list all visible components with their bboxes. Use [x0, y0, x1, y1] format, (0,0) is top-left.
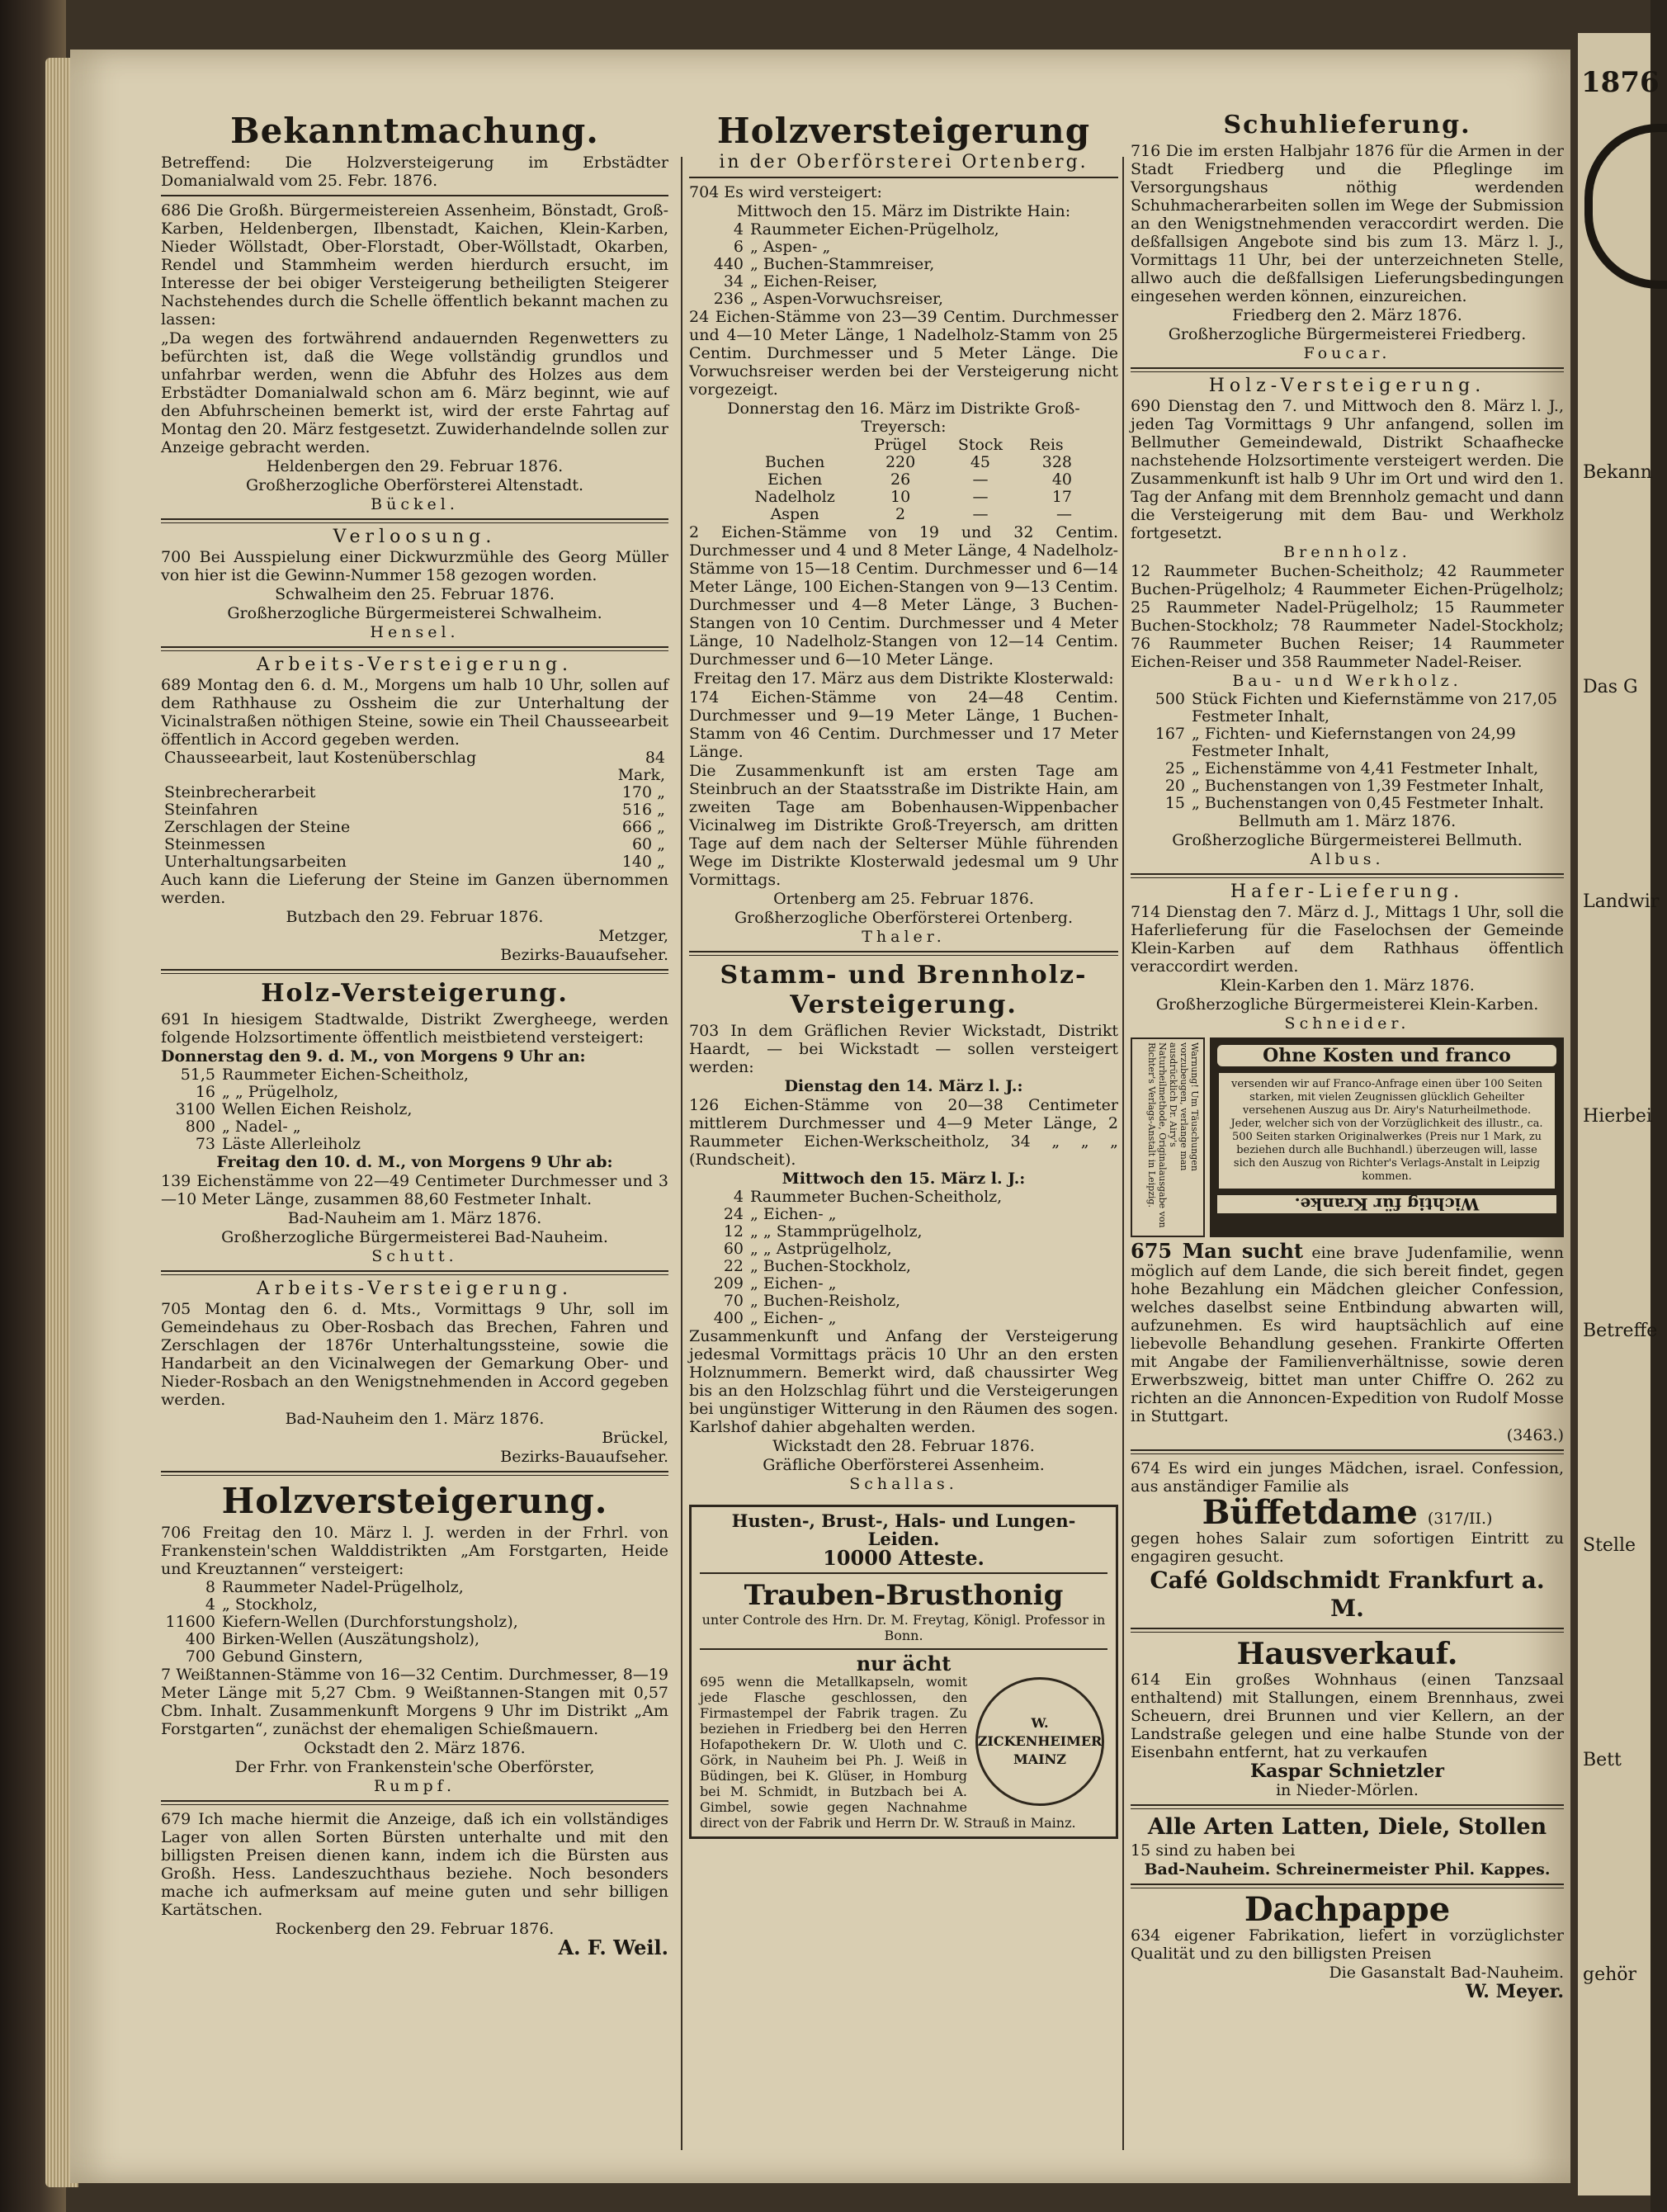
notice-authority: Großherzogliche Bürgermeisterei Bellmuth.: [1172, 831, 1523, 849]
table-cell: „ Eichen- „: [750, 1205, 837, 1223]
ad-heading: Ohne Kosten und franco: [1217, 1045, 1556, 1066]
table-cell: „ Eichen- „: [750, 1274, 837, 1293]
adjacent-page-fragment: [1578, 33, 1660, 2195]
table-cell: 40: [1051, 470, 1072, 489]
ad-heading: Husten-, Brust-, Hals- und Lungen-Leiden.: [731, 1510, 1076, 1549]
table-cell: 15: [1164, 794, 1185, 812]
table-cell: „ Aspen-Vorwuchsreiser,: [750, 290, 944, 308]
wood-table: [689, 221, 1118, 308]
table-cell: 51,5: [180, 1066, 215, 1084]
column-2: [689, 107, 1118, 2158]
ad-title: Alle Arten Latten, Diele, Stollen: [1147, 1814, 1547, 1840]
table-cell: 500: [1155, 690, 1185, 708]
fragment-text: Hierbei: [1583, 1106, 1652, 1127]
notice-signature: Brückel,: [602, 1429, 668, 1447]
notice-date: Heldenbergen den 29. Februar 1876.: [266, 457, 564, 475]
notice-intro: 704 Es wird versteigert:: [689, 183, 882, 201]
ad-body: 634 eigener Fabrikation, liefert in vorzüglichster Qualität und zu den billigsten Preisen: [1131, 1926, 1564, 1963]
notice-title: Holz-Versteigerung.: [261, 979, 569, 1008]
table-row: [1131, 691, 1564, 726]
divider: [161, 518, 668, 523]
table-cell: —: [972, 505, 989, 523]
divider: [161, 646, 668, 651]
fragment-text: Stelle: [1583, 1535, 1636, 1556]
notice-body: 2 Eichen-Stämme von 19 und 32 Centim. Durchmesser und 4 und 8 Meter Länge, 4 Nadelholz-Stämme von 15—18 Centim. Durchmesser und 6—14 Meter Länge, 100 Eichen-Stangen von 9—13 Centim. Durchmesser und 4—8 Meter Länge, 3 Buchen-Stangen von 10 Centim. Durchmesser und 4 Meter Länge, 10 Nadelholz-Stangen von 12—14 Centim. Durchmesser und 6—10 Meter Länge.: [689, 523, 1118, 669]
table-cell: 400: [713, 1309, 744, 1327]
table-cell: 11600: [165, 1613, 215, 1631]
notice-body: 705 Montag den 6. d. Mts., Vormittags 9 Uhr, soll im Gemeindehaus zu Ober-Rosbach das Brechen, Fahren und Zerschlagen der 1876r Unterhaltungssteine, sowie die Handarbeit an den Vicinalwegen der Gemarkung Ober- und Nieder-Rosbach an den Wenigstnehmenden in Accord gegeben werden.: [161, 1300, 668, 1409]
ad-body: 15 sind zu haben bei: [1131, 1841, 1296, 1860]
notice-signature: Bückel.: [371, 495, 459, 513]
fragment-text: Betreffe: [1583, 1321, 1658, 1341]
table-cell: 45: [970, 453, 991, 471]
table-cell: 16: [195, 1083, 215, 1101]
notice-body: 686 Die Großh. Bürgermeistereien Assenheim, Bönstadt, Groß-Karben, Heldenbergen, Ilbenstadt, Kaichen, Klein-Karben, Nieder Wöllstadt, Ober-Florstadt, Ober-Wöllstadt, Okarben, Rendel und Stammheim werden hierdurch ersucht, im Interesse der bei obiger Versteigerung betheiligten Steigerer Nachstehendes durch die Schelle öffentlich bekannt machen zu lassen:: [161, 201, 668, 328]
table-row: [1131, 760, 1564, 778]
notice-signature: Schneider.: [1284, 1014, 1410, 1033]
notice-signature: Hensel.: [370, 623, 460, 641]
table-cell: Unterhaltungsarbeiten: [164, 853, 347, 871]
notice-title: Holzversteigerung.: [221, 1481, 608, 1521]
table-cell: 700: [185, 1647, 215, 1666]
table-cell: 17: [1051, 488, 1072, 506]
table-cell: 26: [890, 470, 911, 489]
column-1: [161, 107, 668, 2158]
table-cell: Aspen: [770, 505, 819, 523]
table-row: [689, 291, 1118, 308]
divider: [161, 1270, 668, 1275]
auction-day: Mittwoch den 15. März im Distrikte Hain:: [736, 202, 1071, 220]
table-row: [161, 1136, 668, 1153]
notice-title: Schuhlieferung.: [1223, 111, 1471, 139]
table-cell: 60 „: [631, 835, 665, 853]
table-cell: 800: [185, 1118, 215, 1136]
table-cell: Buchen: [764, 453, 825, 471]
table-cell: Zerschlagen der Steine: [164, 818, 351, 836]
divider: [161, 969, 668, 974]
notice-date: Butzbach den 29. Februar 1876.: [286, 908, 544, 926]
table-cell: „ „ Stammprügelholz,: [750, 1222, 923, 1241]
notice-date: Ockstadt den 2. März 1876.: [304, 1739, 526, 1757]
notice-body: 703 In dem Gräflichen Revier Wickstadt, Distrikt Haardt, — bei Wickstadt — sollen versteigert werden:: [689, 1022, 1118, 1076]
table-row: [161, 1066, 668, 1084]
ad-title: Dachpappe: [1244, 1890, 1451, 1929]
ad-firm: Die Gasanstalt Bad-Nauheim.: [1329, 1964, 1564, 1982]
ad-body: 614 Ein großes Wohnhaus (einen Tanzsaal enthaltend) mit Stallungen, einem Brennhaus, zwei Scheuern, drei Brunnen und vier Kellern, an der Landstraße gelegen und eine halbe Stunde von der Eisenbahn entfernt, hat zu verkaufen: [1131, 1671, 1564, 1761]
notice-authority: Großherzogliche Bürgermeisterei Bad-Nauheim.: [221, 1228, 608, 1246]
notice-signature: Metzger,: [598, 927, 668, 945]
table-cell: 25: [1164, 759, 1185, 778]
notice-subject: Betreffend: Die Holzversteigerung im Erbstädter Domanialwald vom 25. Febr. 1876.: [161, 154, 668, 190]
notice-authority: Der Frhr. von Frankenstein'sche Oberförster,: [234, 1758, 595, 1776]
table-cell: „ Eichenstämme von 4,41 Festmeter Inhalt,: [1192, 759, 1539, 778]
fragment-text: Bett: [1583, 1750, 1622, 1770]
notice-body: 691 In hiesigem Stadtwalde, Distrikt Zwergheege, werden folgende Holzsortimente öffentlich meistbietend versteigert:: [161, 1010, 668, 1047]
notice-body: 716 Die im ersten Halbjahr 1876 für die Armen in der Stadt Friedberg und die Pfleglinge im Versorgungshaus nöthig werdenden Schuhmacherarbeiten sollen im Wege der Submission an den Wenigstnehmenden veraccordirt werden. Die deßfallsigen Angebote sind bis zum 13. März l. J., Vormittags 11 Uhr, bei der unterzeichneten Stelle, allwo auch die deßfallsigen Lieferungsbedingungen eingesehen werden können, einzureichen.: [1131, 142, 1564, 305]
table-cell: 60: [723, 1240, 744, 1258]
masthead-letter-fragment: [1584, 124, 1667, 289]
table-cell: 34: [723, 272, 744, 291]
notice-body: 690 Dienstag den 7. und Mittwoch den 8. März l. J., jeden Tag Vormittags 9 Uhr anfangend, sollen im Bellmuther Gemeindewald, Distrikt Schaafhecke nachstehende Holzsortimente versteigert werden. Die Zusammenkunft ist halb 9 Uhr im Ort und wird den 1. Tag der Anfang mit dem Brennholz gemacht und dann die Versteigerung mit dem Bau- und Werkholz fortgesetzt.: [1131, 397, 1564, 542]
table-cell: 170 „: [621, 783, 665, 801]
notice-date: Bad-Nauheim den 1. März 1876.: [285, 1410, 545, 1428]
table-row: [732, 489, 1075, 506]
table-cell: „ „ Astprügelholz,: [750, 1240, 892, 1258]
table-cell: Raummeter Eichen-Prügelholz,: [750, 220, 999, 239]
notice-date: Schwalheim den 25. Februar 1876.: [275, 585, 555, 603]
table-row: [161, 749, 668, 784]
table-row: [689, 1293, 1118, 1310]
section-heading: Bau- und Werkholz.: [1232, 672, 1462, 690]
notice-body: 7 Weißtannen-Stämme von 16—32 Centim. Durchmesser, 8—19 Meter Länge mit 5,27 Cbm. 9 Weißtannen-Stangen mit 0,57 Cbm. Inhalt. Zusammenkunft Morgens 9 Uhr im Distrikt „Am Forstgarten“, zunächst der ehemaligen Schießmauern.: [161, 1666, 668, 1738]
notice-date: Ortenberg am 25. Februar 1876.: [773, 890, 1034, 908]
notice-body: Zusammenkunft und Anfang der Versteigerung jedesmal Vormittags präcis 10 Uhr an den ersten Holznummern. Bemerkt wird, daß chaussirter Weg bis an den Holzschlag führt und die Versteigerungen bei ungünstiger Witterung in den Räumen des sogen. Karlshof dahier abgehalten werden.: [689, 1327, 1118, 1436]
table-cell: „ Buchen-Stockholz,: [750, 1257, 911, 1275]
auction-day: Freitag den 17. März aus dem Distrikte Klosterwald:: [693, 669, 1114, 688]
ad-genuine: nur ächt: [856, 1652, 952, 1676]
divider: [161, 195, 668, 196]
table-row: [1131, 778, 1564, 795]
table-cell: Birken-Wellen (Auszätungsholz),: [222, 1630, 480, 1648]
notice-body: 126 Eichen-Stämme von 20—38 Centimeter mittlerem Durchmesser und 4—9 Meter Länge, 2 Raummeter Eichen-Werkscheitholz, 34 „ „ „ (Rundscheit).: [689, 1096, 1118, 1169]
table-row: [161, 836, 668, 853]
notice-title: Stamm- und Brennholz-Versteigerung.: [720, 961, 1088, 1019]
divider: [700, 1648, 1107, 1650]
divider: [1131, 873, 1564, 878]
notice-signature: Schallas.: [849, 1475, 958, 1493]
table-cell: „ Buchen-Reisholz,: [750, 1292, 901, 1310]
divider: [1131, 1449, 1564, 1454]
auction-day: Mittwoch den 15. März l. J.:: [782, 1170, 1026, 1188]
ad-title: Hausverkauf.: [1236, 1637, 1458, 1671]
table-cell: 24: [723, 1205, 744, 1223]
table-cell: —: [972, 470, 989, 489]
table-cell: Steinfahren: [164, 801, 258, 819]
ad-attests: 10000 Atteste.: [823, 1546, 985, 1570]
seal-text: W. ZICKENHEIMER MAINZ: [977, 1715, 1103, 1767]
section-heading: Brennholz.: [1283, 543, 1411, 561]
column-divider: [1122, 157, 1124, 2150]
table-row: [689, 239, 1118, 256]
table-row: [689, 221, 1118, 239]
table-cell: 140 „: [621, 853, 665, 871]
notice-authority: Großherzogliche Oberförsterei Altenstadt.: [245, 476, 584, 494]
ad-name: Kaspar Schnietzler: [1250, 1761, 1444, 1782]
table-cell: 12: [723, 1222, 744, 1241]
advertisement-brusthonig: [689, 1505, 1118, 1839]
ad-dark-frame: [1210, 1037, 1564, 1237]
table-row: [161, 1118, 668, 1136]
table-cell: 3100: [175, 1100, 215, 1118]
table-row: [161, 1101, 668, 1118]
table-cell: 10: [890, 488, 911, 506]
table-cell: Raummeter Buchen-Scheitholz,: [750, 1188, 1003, 1206]
divider: [1131, 1804, 1564, 1809]
fragment-text: Bekann: [1583, 462, 1652, 483]
notice-title: Verloosung.: [333, 527, 497, 547]
table-row: [1131, 795, 1564, 812]
ad-title: Büffetdame: [1202, 1493, 1418, 1532]
advertisement-naturheil: [1131, 1037, 1564, 1237]
notice-body: 706 Freitag den 10. März l. J. werden in der Frhrl. von Frankenstein'schen Walddistrikten „Am Forstgarten, Heide und Kreuztannen“ versteigert:: [161, 1524, 668, 1578]
wood-grid: [732, 437, 1075, 523]
notice-authority: Großherzogliche Bürgermeisterei Friedberg.: [1168, 325, 1527, 343]
table-row: [689, 1206, 1118, 1223]
table-cell: 516 „: [621, 801, 665, 819]
table-cell: —: [1056, 505, 1072, 523]
table-cell: Stück Fichten und Kiefernstämme von 217,05 Festmeter Inhalt,: [1192, 690, 1558, 726]
auction-day: Freitag den 10. d. M., von Morgens 9 Uhr ab:: [216, 1153, 613, 1171]
table-header: Reis: [1029, 436, 1064, 454]
table-cell: Steinbrecherarbeit: [164, 783, 316, 801]
table-cell: 167: [1155, 725, 1185, 743]
table-row: [161, 1579, 668, 1596]
table-cell: „ „ Prügelholz,: [222, 1083, 339, 1101]
wood-table: [689, 1189, 1118, 1327]
table-cell: „ Nadel- „: [222, 1118, 301, 1136]
divider: [161, 1800, 668, 1805]
wood-table: [161, 1579, 668, 1666]
table-cell: „ Buchenstangen von 1,39 Festmeter Inhalt,: [1192, 777, 1544, 795]
ad-name: Bad-Nauheim. Schreinermeister Phil. Kappes.: [1144, 1860, 1551, 1879]
ad-footer: Wichtig für Kranke.: [1217, 1195, 1556, 1213]
table-cell: Chausseearbeit, laut Kostenüberschlag: [164, 749, 477, 767]
notice-authority: Großherzogliche Bürgermeisterei Schwalheim.: [227, 604, 602, 622]
notice-signature: A. F. Weil.: [558, 1936, 668, 1959]
table-cell: 20: [1164, 777, 1185, 795]
table-cell: Kiefern-Wellen (Durchforstungsholz),: [222, 1613, 518, 1631]
notice-date: Bad-Nauheim am 1. März 1876.: [287, 1209, 542, 1227]
notice-body: 689 Montag den 6. d. M., Morgens um halb 10 Uhr, sollen auf dem Rathhause zu Ossheim die zur Unterhaltung der Vicinalstraßen nöthigen Steine, sowie ein Theil Chausseearbeit öffentlich in Accord gegeben werden.: [161, 676, 668, 749]
table-row: [732, 454, 1075, 471]
notice-title: Bekanntmachung.: [230, 111, 599, 151]
table-cell: „ Stockholz,: [222, 1595, 318, 1614]
notice-signature: Foucar.: [1303, 344, 1391, 362]
table-cell: —: [972, 488, 989, 506]
notice-body: 12 Raummeter Buchen-Scheitholz; 42 Raummeter Buchen-Prügelholz; 4 Raummeter Eichen-Prügelholz; 25 Raummeter Nadel-Prügelholz; 15 Raummeter Buchen-Stockholz; 78 Raummeter Nadel-Stockholz; 76 Raummeter Buchen Reiser; 14 Raummeter Eichen-Reiser und 358 Raummeter Nadel-Reiser.: [1131, 562, 1564, 671]
table-cell: 73: [195, 1135, 215, 1153]
ad-reference: (3463.): [1506, 1426, 1564, 1444]
auction-day: Dienstag den 14. März l. J.:: [784, 1077, 1023, 1095]
notice-body: 139 Eichenstämme von 22—49 Centimeter Durchmesser und 3—10 Meter Länge, zusammen 88,60 Festmeter Inhalt.: [161, 1172, 668, 1208]
table-cell: „ Eichen- „: [750, 1309, 837, 1327]
table-cell: Gebund Ginstern,: [222, 1647, 363, 1666]
table-row: [689, 256, 1118, 273]
notice-title: Hafer-Lieferung.: [1230, 881, 1465, 902]
ad-product-name: Trauben-Brusthonig: [744, 1579, 1064, 1612]
table-cell: „ Eichen-Reiser,: [750, 272, 878, 291]
table-row: [161, 819, 668, 836]
column-divider: [681, 157, 682, 2150]
notice-signature: Rumpf.: [373, 1777, 456, 1795]
table-cell: Raummeter Nadel-Prügelholz,: [222, 1578, 464, 1596]
table-row: [161, 1648, 668, 1666]
table-cell: 4: [733, 220, 744, 239]
table-cell: 400: [185, 1630, 215, 1648]
column-3: [1131, 107, 1564, 2158]
notice-signature: Albus.: [1310, 850, 1385, 868]
table-header: Stock: [957, 436, 1004, 454]
notice-authority: Großherzogliche Bürgermeisterei Klein-Karben.: [1155, 995, 1539, 1014]
table-row: [161, 1631, 668, 1648]
fragment-text: Das G: [1583, 677, 1638, 697]
notice-authority: Großherzogliche Oberförsterei Ortenberg.: [734, 909, 1074, 927]
notice-date: Rockenberg den 29. Februar 1876.: [275, 1920, 555, 1938]
table-cell: 440: [713, 255, 744, 273]
ad-body: eine brave Judenfamilie, wenn möglich auf dem Lande, die sich bereit findet, gegen hohe Bezahlung ein Mädchen gleicher Confession, welches daselbst seine Entbindung abwarten will, aufzunehmen. Es wird hauptsächlich auf eine liebevolle Behandlung gesehen. Frankirte Offerten mit Angabe der Familienverhältnisse, sowie deren Erwerbszweig, bittet man unter Chiffre O. 262 zu richten an die Annoncen-Expedition von Rudolf Mosse in Stuttgart.: [1131, 1244, 1564, 1425]
table-row: [161, 853, 668, 871]
table-row: [689, 273, 1118, 291]
table-cell: 4: [205, 1595, 215, 1614]
table-cell: Eichen: [767, 470, 823, 489]
notice-subtitle: in der Oberförsterei Ortenberg.: [719, 152, 1089, 173]
notice-body: 24 Eichen-Stämme von 23—39 Centim. Durchmesser und 4—10 Meter Länge, 1 Nadelholz-Stamm von 25 Centim. Durchmesser und 5 Meter Länge. Die Vorwuchsreiser werden bei der Versteigerung nicht vorgezeigt.: [689, 308, 1118, 399]
divider: [700, 1572, 1107, 1574]
table-cell: 220: [885, 453, 916, 471]
notice-role: Bezirks-Bauaufseher.: [500, 1448, 668, 1466]
table-row: [689, 1275, 1118, 1293]
table-cell: Nadelholz: [754, 488, 835, 506]
ad-lead: 675 Man sucht: [1131, 1239, 1304, 1263]
ad-body: 695 wenn die Metallkapseln, womit jede Flasche geschlossen, den Firmastempel der Fabrik tragen. Zu beziehen in Friedberg bei den Herren Hofapothekern Dr. W. Uloth und C. Görk, in Nauheim bei Ph. J. Weiß in Büdingen, bei K. Glüser, in Homburg bei M. Schmidt, in Butzbach bei A. Gimbel, sowie gegen Nachnahme direct von der Fabrik und Herrn Dr. W. Strauß in Mainz.: [700, 1674, 1076, 1831]
divider: [689, 177, 1118, 178]
notice-body: 174 Eichen-Stämme von 24—48 Centim. Durchmesser und 9—19 Meter Länge, 1 Buchen-Stamm von 46 Centim. Durchmesser und 17 Meter Länge.: [689, 688, 1118, 761]
notice-authority: Gräfliche Oberförsterei Assenheim.: [763, 1456, 1045, 1474]
ad-body: 674 Es wird ein junges Mädchen, israel. Confession, aus anständiger Familie als: [1131, 1459, 1564, 1496]
table-cell: Steinmessen: [164, 835, 266, 853]
ad-side-warning: Warnung! Um Täuschungen vorzubeugen, verlange man ausdrücklich Dr. Airy's Naturheilmethode, Originalausgabe von Richter's Verlags-Anstalt in Leipzig.: [1131, 1037, 1205, 1237]
table-cell: Läste Allerleiholz: [222, 1135, 361, 1153]
table-row: [732, 471, 1075, 489]
table-cell: 328: [1041, 453, 1072, 471]
notice-title: Holzversteigerung: [716, 111, 1091, 151]
table-cell: „ Buchen-Stammreiser,: [750, 255, 935, 273]
table-row: [732, 506, 1075, 523]
newspaper-sheet: [70, 50, 1570, 2183]
table-row: [689, 1310, 1118, 1327]
table-row: [161, 1614, 668, 1631]
table-cell: 236: [713, 290, 744, 308]
ad-subtitle: unter Controle des Hrn. Dr. M. Freytag, Königl. Professor in Bonn.: [701, 1612, 1106, 1643]
notice-body: 700 Bei Ausspielung einer Dickwurzmühle des Georg Müller von hier ist die Gewinn-Nummer 158 gezogen worden.: [161, 548, 668, 584]
divider: [1131, 1628, 1564, 1633]
notice-body: 679 Ich mache hiermit die Anzeige, daß ich ein vollständiges Lager von allen Sorten Bürsten unterhalte und mit den billigsten Preisen dienen kann, indem ich die Bürsten aus Großh. Hess. Landeszuchthaus beziehe. Noch besonders mache ich aufmerksam auf meine guten und sehr billigen Kartätschen.: [161, 1810, 668, 1919]
notice-signature: Thaler.: [862, 928, 946, 946]
table-cell: „ Fichten- und Kiefernstangen von 24,99 Festmeter Inhalt,: [1192, 725, 1516, 760]
table-header: [732, 437, 857, 454]
notice-note: Auch kann die Lieferung der Steine im Ganzen übernommen werden.: [161, 871, 668, 907]
notice-title: Holz-Versteigerung.: [1208, 376, 1486, 396]
table-row: [689, 1241, 1118, 1258]
notice-date: Klein-Karben den 1. März 1876.: [1220, 976, 1475, 995]
notice-quote: „Da wegen des fortwährend andauernden Regenwetters zu befürchten ist, daß die Wege vollständig grundlos und unfahrbar werden, wenn die Abfuhr des Holzes aus dem Erbstädter Domanialwald schon am 6. März beginnt, wie auf den Abfuhrscheinen bemerkt ist, wird der erste Fahrtag auf Montag den 20. März festgesetzt. Zuwiderhandelnde sollen zur Anzeige gebracht werden.: [161, 329, 668, 456]
notice-title: Arbeits-Versteigerung.: [256, 655, 574, 675]
ad-firm: Café Goldschmidt Frankfurt a. M.: [1150, 1567, 1545, 1622]
table-cell: Raummeter Eichen-Scheitholz,: [222, 1066, 469, 1084]
notice-date: Friedberg den 2. März 1876.: [1232, 306, 1462, 324]
divider: [1131, 367, 1564, 372]
fragment-text: Landwir: [1583, 891, 1660, 912]
table-row: [689, 1258, 1118, 1275]
table-header: Prügel: [874, 436, 927, 454]
table-cell: 22: [723, 1257, 744, 1275]
divider: [161, 1471, 668, 1476]
ad-body: versenden wir auf Franco-Anfrage einen über 100 Seiten starken, mit vielen Zeugnissen glücklich Geheilter versehenen Auszug aus Dr. Airy's Naturheilmethode. Jeder, welcher sich von der Vorzüglichkeit des illustr., ca. 500 Seiten starken Originalwerkes (Preis nur 1 Mark, zu beziehen durch alle Buchhandl.) überzeugen will, lasse sich den Auszug von Richter's Verlags-Anstalt in Leipzig kommen.: [1217, 1071, 1556, 1190]
divider: [1131, 1884, 1564, 1888]
auction-day: Donnerstag den 16. März im Distrikte Groß-Treyersch:: [727, 399, 1080, 436]
cost-table: [161, 749, 668, 871]
notice-title: Arbeits-Versteigerung.: [256, 1279, 574, 1299]
notice-date: Bellmuth am 1. März 1876.: [1238, 812, 1457, 830]
notice-body: 714 Dienstag den 7. März d. J., Mittags 1 Uhr, soll die Haferlieferung für die Faselochsen der Gemeinde Klein-Karben auf dem Rathhaus öffentlich veraccordirt werden.: [1131, 903, 1564, 976]
table-row: [161, 1084, 668, 1101]
ad-place: in Nieder-Mörlen.: [1276, 1781, 1419, 1799]
table-cell: 4: [733, 1188, 744, 1206]
notice-date: Wickstadt den 28. Februar 1876.: [772, 1437, 1035, 1455]
table-cell: 6: [733, 238, 744, 256]
auction-day: Donnerstag den 9. d. M., von Morgens 9 Uhr an:: [161, 1047, 586, 1066]
table-cell: 666 „: [621, 818, 665, 836]
notice-body: Die Zusammenkunft ist am ersten Tage am Steinbruch an der Staatsstraße im Distrikte Hain, am zweiten Tage am Bobenhausen-Wippenbacher Vicinalweg im Distrikte Groß-Treyersch, am dritten Tage auf dem nach der Selterser Mühle führenden Wege im Distrikte Klosterwald jedesmal um 9 Uhr Vormittags.: [689, 762, 1118, 889]
table-row: [1131, 726, 1564, 760]
table-cell: Wellen Eichen Reisholz,: [222, 1100, 413, 1118]
wood-table: [1131, 691, 1564, 812]
ad-reference: (317/II.): [1427, 1510, 1493, 1528]
table-cell: 2: [895, 505, 906, 523]
table-cell: 209: [713, 1274, 744, 1293]
divider: [689, 951, 1118, 956]
table-row: [689, 1189, 1118, 1206]
table-row: [161, 801, 668, 819]
table-cell: „ Buchenstangen von 0,45 Festmeter Inhalt.: [1192, 794, 1544, 812]
table-cell: 8: [205, 1578, 215, 1596]
zickenheimer-seal-logo: [975, 1677, 1104, 1806]
ad-body: gegen hohes Salair zum sofortigen Eintritt zu engagiren gesucht.: [1131, 1529, 1564, 1566]
table-cell: 84 Mark,: [617, 749, 665, 784]
table-cell: 70: [723, 1292, 744, 1310]
fragment-text: gehör: [1583, 1964, 1637, 1985]
table-row: [689, 1223, 1118, 1241]
table-row: [161, 1596, 668, 1614]
table-row: [161, 784, 668, 801]
notice-signature: Schutt.: [371, 1247, 458, 1265]
wood-table: [161, 1066, 668, 1153]
year-header: 1876: [1581, 66, 1660, 99]
ad-name: W. Meyer.: [1466, 1981, 1564, 2002]
notice-role: Bezirks-Bauaufseher.: [500, 946, 668, 964]
table-cell: „ Aspen- „: [750, 238, 831, 256]
